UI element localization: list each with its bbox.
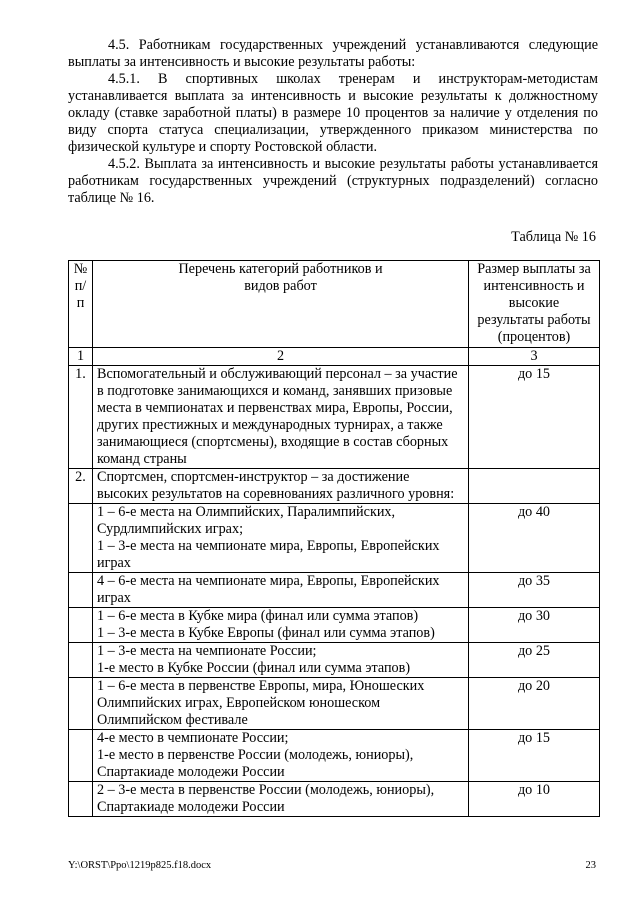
paragraph-4-5: [68, 37, 598, 71]
table-row: [69, 469, 600, 504]
table-header-row: [69, 261, 600, 348]
row-payment-value: до 25: [469, 643, 600, 678]
footer-page-number: 23: [585, 860, 596, 871]
row-number: [69, 782, 93, 817]
numbering-col1: 1: [69, 348, 93, 366]
table-numbering-row: [69, 348, 600, 366]
numbering-col2: 2: [93, 348, 469, 366]
row-category-text: 1 – 6-е места в Кубке мира (финал или сумма этапов) 1 – 3-е места в Кубке Европы (финал или сумма этапов): [93, 608, 469, 643]
row-category-text: 4-е место в чемпионате России; 1-е место в первенстве России (молодежь, юниоры), Спартакиаде молодежи России: [93, 730, 469, 782]
row-number: [69, 643, 93, 678]
table-row: [69, 643, 600, 678]
table-row: [69, 573, 600, 608]
row-payment-value: до 15: [469, 730, 600, 782]
row-payment-value: до 40: [469, 504, 600, 573]
paragraph-4-5-1: [68, 71, 598, 156]
row-number: 2.: [69, 469, 93, 504]
header-categories: Перечень категорий работников и видов работ: [93, 261, 469, 348]
header-number: № п/п: [69, 261, 93, 348]
row-number: [69, 730, 93, 782]
row-category-text: Спортсмен, спортсмен-инструктор – за достижение высоких результатов на соревнованиях различного уровня:: [93, 469, 469, 504]
numbering-col3: 3: [469, 348, 600, 366]
paragraph-4-5-2-text: 4.5.2. Выплата за интенсивность и высокие результаты работы устанавливается работникам государственных учреждений (структурных подразделений) согласно таблице № 16.: [68, 156, 598, 206]
table-row: [69, 366, 600, 469]
row-payment-value: [469, 469, 600, 504]
table-row: [69, 608, 600, 643]
row-category-text: 1 – 6-е места в первенстве Европы, мира, Юношеских Олимпийских играх, Европейском юношеском Олимпийском фестивале: [93, 678, 469, 730]
row-payment-value: до 15: [469, 366, 600, 469]
row-number: [69, 608, 93, 643]
row-number: [69, 573, 93, 608]
paragraph-4-5-1-text: 4.5.1. В спортивных школах тренерам и инструкторам-методистам устанавливается выплата за интенсивность и высокие результаты к должностному окладу (ставке заработной платы) в размере 10 процентов за наличие у отделения по виду спорта статуса специализации, утвержденного приказом министерства по физической культуре и спорту Ростовской области.: [68, 71, 598, 155]
footer-file-path: Y:\ORST\Ppo\1219p825.f18.docx: [68, 860, 212, 871]
header-payment-size: Размер выплаты за интенсивность и высокие результаты работы (процентов): [469, 261, 600, 348]
row-number: [69, 504, 93, 573]
payments-table: [68, 260, 600, 817]
paragraph-4-5-2: [68, 156, 598, 207]
table-title: Таблица № 16: [511, 229, 596, 245]
row-payment-value: до 20: [469, 678, 600, 730]
paragraph-4-5-text: 4.5. Работникам государственных учреждений устанавливаются следующие выплаты за интенсивность и высокие результаты работы:: [68, 37, 598, 70]
row-category-text: Вспомогательный и обслуживающий персонал – за участие в подготовке занимающихся и команд, занявших призовые места в чемпионатах и первенствах мира, Европы, России, других престижных и международных турнирах, а также занимающиеся (спортсмены), входящие в состав сборных команд страны: [93, 366, 469, 469]
row-category-text: 1 – 6-е места на Олимпийских, Паралимпийских, Сурдлимпийских играх; 1 – 3-е места на чемпионате мира, Европы, Европейских играх: [93, 504, 469, 573]
row-payment-value: до 35: [469, 573, 600, 608]
table-row: [69, 678, 600, 730]
row-category-text: 4 – 6-е места на чемпионате мира, Европы, Европейских играх: [93, 573, 469, 608]
row-number: 1.: [69, 366, 93, 469]
table-row: [69, 730, 600, 782]
row-payment-value: до 30: [469, 608, 600, 643]
table-row: [69, 504, 600, 573]
row-category-text: 1 – 3-е места на чемпионате России; 1-е место в Кубке России (финал или сумма этапов): [93, 643, 469, 678]
table-row: [69, 782, 600, 817]
row-number: [69, 678, 93, 730]
row-category-text: 2 – 3-е места в первенстве России (молодежь, юниоры), Спартакиаде молодежи России: [93, 782, 469, 817]
row-payment-value: до 10: [469, 782, 600, 817]
